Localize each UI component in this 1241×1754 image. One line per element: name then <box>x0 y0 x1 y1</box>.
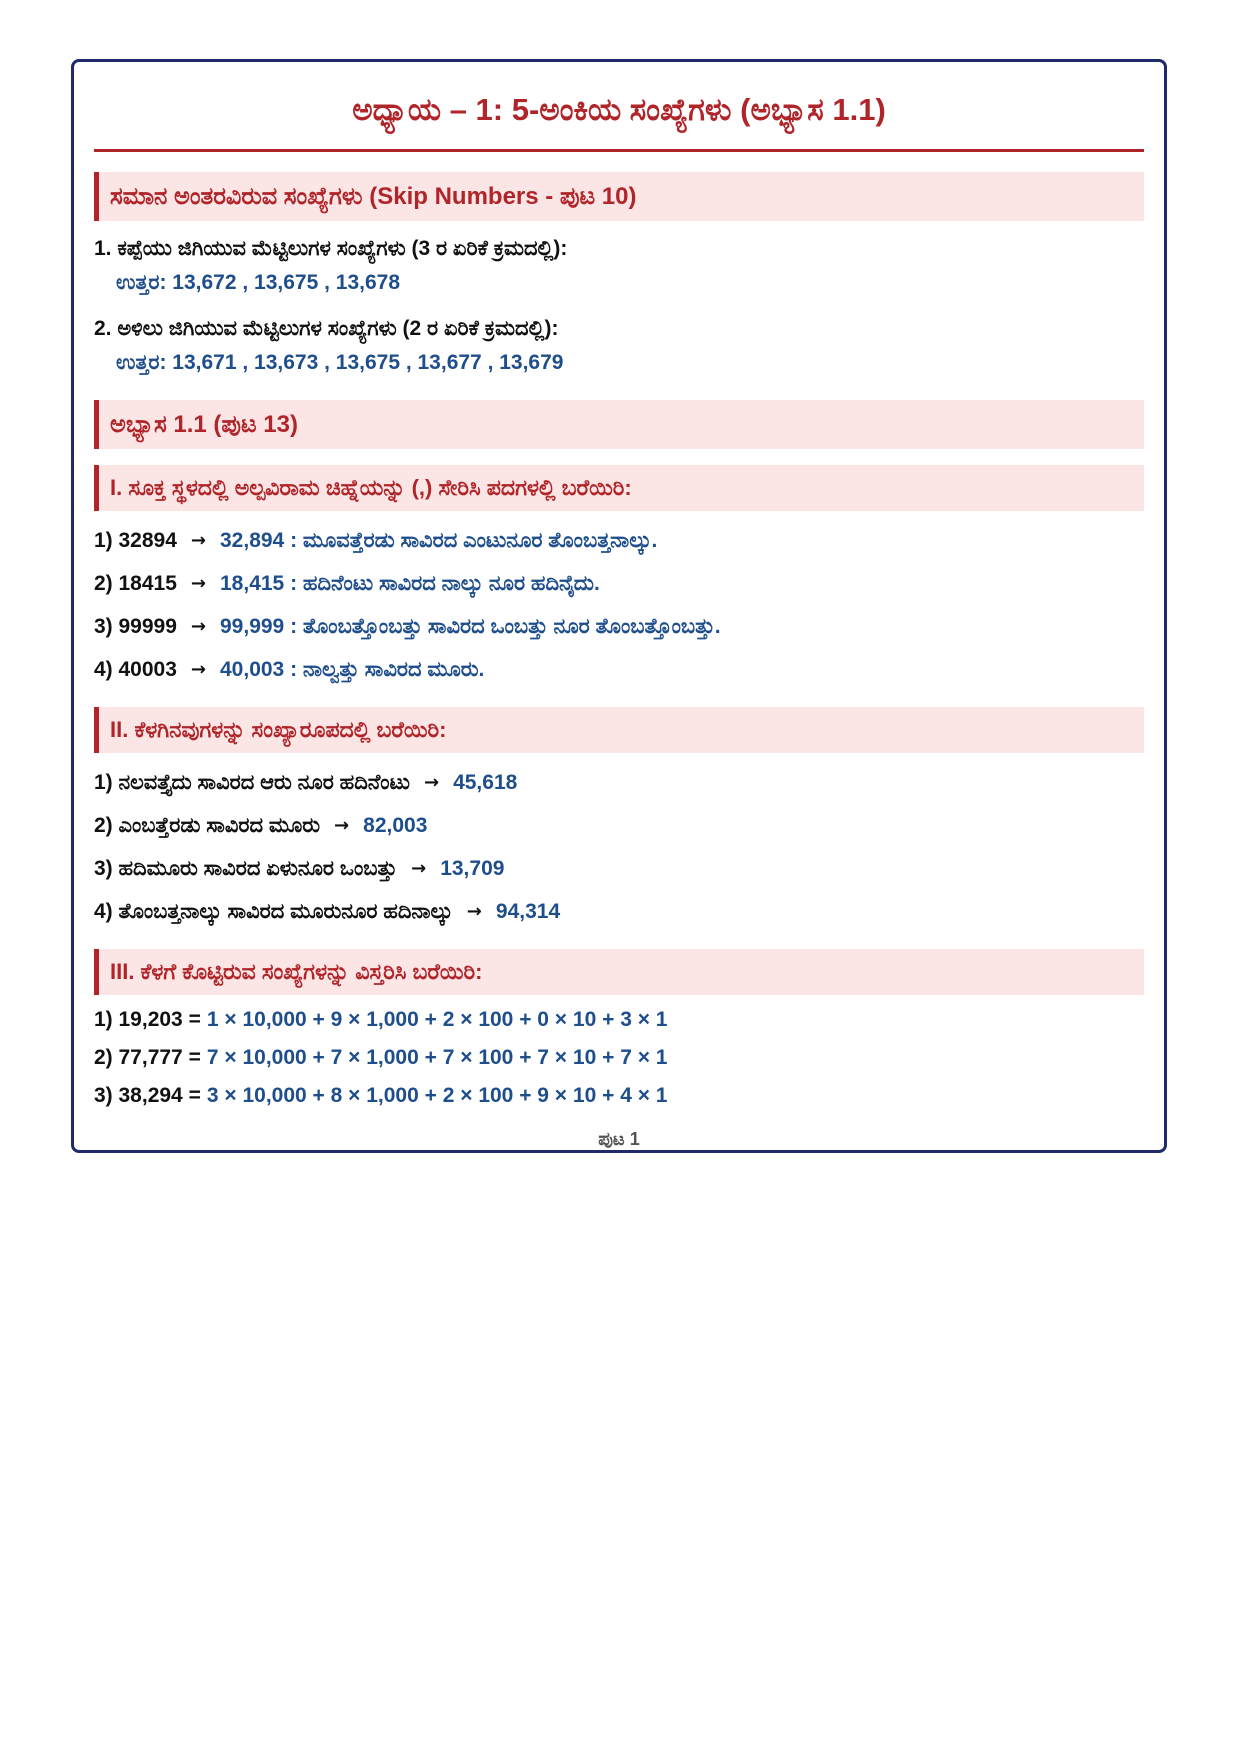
item-answer: 18,415 : ಹದಿನೆಂಟು ಸಾವಿರದ ನಾಲ್ಕು ನೂರ ಹದಿನೈದು. <box>220 571 600 595</box>
skip-question-2: 2. ಅಳಿಲು ಜಿಗಿಯುವ ಮೆಟ್ಟಿಲುಗಳ ಸಂಖ್ಯೆಗಳು (2 ರ ಏರಿಕೆ ಕ್ರಮದಲ್ಲಿ): <box>94 317 559 340</box>
section-heading-text: ಸಮಾನ ಅಂತರವಿರುವ ಸಂಖ್ಯೆಗಳು (Skip Numbers - ಪುಟ 10) <box>110 182 637 210</box>
section-heading-part-2 <box>94 707 1144 753</box>
arrow-icon: → <box>411 858 427 879</box>
item-question: 3) ಹದಿಮೂರು ಸಾವಿರದ ಏಳುನೂರ ಒಂಬತ್ತು <box>94 856 398 880</box>
section-heading-text: I. ಸೂಕ್ತ ಸ್ಥಳದಲ್ಲಿ ಅಲ್ಪವಿರಾಮ ಚಿಹ್ನೆಯನ್ನು (,) ಸೇರಿಸಿ ಪದಗಳಲ್ಲಿ ಬರೆಯಿರಿ: <box>110 475 632 500</box>
item-question: 2) 77,777 = <box>94 1046 201 1069</box>
list-item <box>94 648 1144 691</box>
list-item <box>94 1039 1144 1077</box>
item-answer: 99,999 : ತೊಂಬತ್ತೊಂಬತ್ತು ಸಾವಿರದ ಒಂಬತ್ತು ನೂರ ತೊಂಬತ್ತೊಂಬತ್ತು. <box>220 614 721 638</box>
item-answer: 13,709 <box>440 856 505 880</box>
item-question: 2) 18415 <box>94 571 177 595</box>
title-divider <box>94 149 1144 152</box>
item-answer: 45,618 <box>453 770 518 794</box>
section-heading-text: ಅಭ್ಯಾಸ 1.1 (ಪುಟ 13) <box>110 410 298 438</box>
item-answer: 32,894 : ಮೂವತ್ತೆರಡು ಸಾವಿರದ ಎಂಟುನೂರ ತೊಂಬತ್ತನಾಲ್ಕು. <box>220 528 658 552</box>
item-answer: 1 × 10,000 + 9 × 1,000 + 2 × 100 + 0 × 10 + 3 × 1 <box>206 1008 668 1031</box>
section-heading-skip-numbers <box>94 172 1144 221</box>
list-item <box>94 847 1144 890</box>
arrow-icon: → <box>334 815 350 836</box>
page-number: ಪುಟ 1 <box>598 1129 640 1149</box>
list-item <box>94 890 1144 933</box>
part-1-list <box>94 519 1144 691</box>
section-heading-part-3 <box>94 949 1144 995</box>
list-item <box>94 1077 1144 1115</box>
arrow-icon: → <box>466 901 482 922</box>
worksheet-card <box>71 59 1167 1153</box>
item-question: 3) 38,294 = <box>94 1084 201 1107</box>
item-question: 4) 40003 <box>94 657 177 681</box>
arrow-icon: → <box>190 573 206 594</box>
part-3-list <box>94 1001 1144 1115</box>
arrow-icon: → <box>190 530 206 551</box>
skip-question-1: 1. ಕಪ್ಪೆಯು ಜಿಗಿಯುವ ಮೆಟ್ಟಿಲುಗಳ ಸಂಖ್ಯೆಗಳು (3 ರ ಏರಿಕೆ ಕ್ರಮದಲ್ಲಿ): <box>94 237 568 260</box>
item-question: 1) 19,203 = <box>94 1008 201 1031</box>
list-item <box>94 519 1144 562</box>
item-question: 1) 32894 <box>94 528 177 552</box>
item-answer: 40,003 : ನಾಲ್ವತ್ತು ಸಾವಿರದ ಮೂರು. <box>220 657 485 681</box>
item-question: 2) ಎಂಬತ್ತೆರಡು ಸಾವಿರದ ಮೂರು <box>94 813 321 837</box>
section-heading-text: II. ಕೆಳಗಿನವುಗಳನ್ನು ಸಂಖ್ಯಾರೂಪದಲ್ಲಿ ಬರೆಯಿರಿ: <box>110 717 447 742</box>
arrow-icon: → <box>190 659 206 680</box>
section-heading-exercise <box>94 400 1144 449</box>
list-item <box>94 562 1144 605</box>
part-2-list <box>94 761 1144 933</box>
item-question: 3) 99999 <box>94 614 177 638</box>
list-item <box>94 605 1144 648</box>
section-heading-text: III. ಕೆಳಗೆ ಕೊಟ್ಟಿರುವ ಸಂಖ್ಯೆಗಳನ್ನು ವಿಸ್ತರಿಸಿ ಬರೆಯಿರಿ: <box>110 959 483 984</box>
list-item <box>94 1001 1144 1039</box>
page-title: ಅಧ್ಯಾಯ – 1: 5-ಅಂಕಿಯ ಸಂಖ್ಯೆಗಳು (ಅಭ್ಯಾಸ 1.1) <box>352 92 886 127</box>
item-answer: 7 × 10,000 + 7 × 1,000 + 7 × 100 + 7 × 10 + 7 × 1 <box>206 1046 668 1069</box>
item-question: 4) ತೊಂಬತ್ತನಾಲ್ಕು ಸಾವಿರದ ಮೂರುನೂರ ಹದಿನಾಲ್ಕು <box>94 899 453 923</box>
list-item <box>94 761 1144 804</box>
item-answer: 94,314 <box>495 899 561 923</box>
list-item <box>94 804 1144 847</box>
arrow-icon: → <box>190 616 206 637</box>
item-answer: 3 × 10,000 + 8 × 1,000 + 2 × 100 + 9 × 10 + 4 × 1 <box>206 1084 668 1107</box>
section-heading-part-1 <box>94 465 1144 511</box>
item-question: 1) ನಲವತ್ತೈದು ಸಾವಿರದ ಆರು ನೂರ ಹದಿನೆಂಟು <box>94 770 410 794</box>
item-answer: 82,003 <box>363 813 428 837</box>
skip-answer-1: ಉತ್ತರ: 13,672 , 13,675 , 13,678 <box>116 271 400 294</box>
arrow-icon: → <box>423 772 440 793</box>
skip-answer-2: ಉತ್ತರ: 13,671 , 13,673 , 13,675 , 13,677 , 13,679 <box>116 351 564 374</box>
